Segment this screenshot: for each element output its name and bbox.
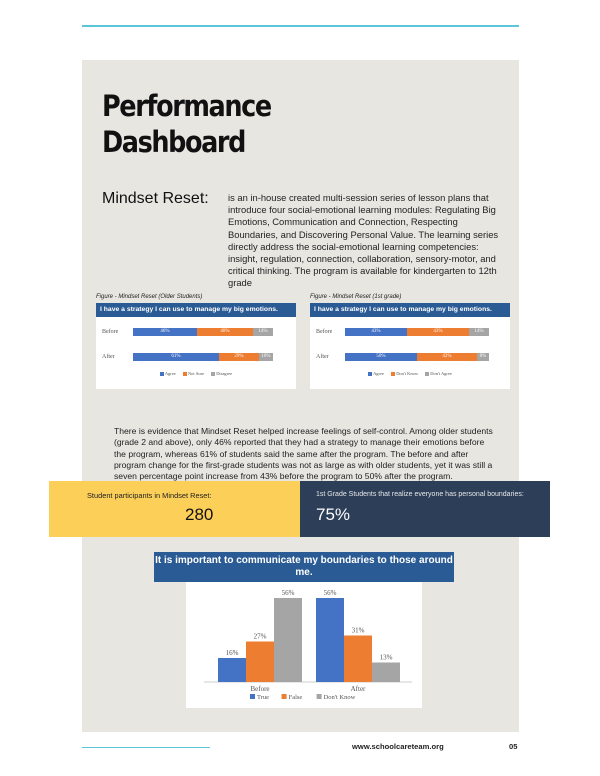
bar-segment-not-sure: 40% — [197, 328, 253, 336]
figure-legend — [310, 371, 510, 376]
bottom-rule — [82, 747, 210, 748]
chart-title: It is important to communicate my boundaries to those around me. — [154, 552, 454, 582]
bar-segment-dont-agree: 8% — [477, 353, 489, 361]
data-label: 16% — [225, 649, 239, 657]
data-label: 27% — [253, 632, 267, 641]
legend-dont-know: Don't Know — [396, 371, 419, 376]
row-label-before: Before — [102, 329, 119, 335]
figure-card — [310, 303, 510, 389]
section-label: Mindset Reset: — [102, 190, 209, 207]
figure-header: I have a strategy I can use to manage my big emotions. — [310, 303, 510, 317]
page-number: 05 — [509, 742, 518, 751]
row-label-before: Before — [316, 329, 333, 335]
category-label: After — [350, 685, 366, 693]
figure-legend — [96, 371, 296, 376]
bar-chart-svg — [186, 582, 422, 708]
figure-older-students — [96, 292, 296, 389]
top-rule — [82, 25, 519, 27]
boundaries-chart — [186, 582, 422, 708]
bar-segment-not-sure: 29% — [219, 353, 259, 361]
bar-false-before — [246, 642, 274, 683]
legend-agree: Agree — [164, 371, 176, 376]
data-label: 31% — [351, 626, 365, 635]
bar-segment-agree: 50% — [345, 353, 417, 361]
bar-segment-dont-know: 43% — [407, 328, 469, 336]
row-label-after: After — [102, 354, 115, 360]
data-label: 56% — [323, 589, 337, 597]
stat-card-participants — [49, 481, 300, 537]
legend-swatch — [282, 694, 287, 699]
bar-segment-disagree: 14% — [253, 328, 273, 336]
stat-value: 75% — [316, 505, 351, 524]
stat-value: 280 — [185, 505, 214, 524]
bar-segment-dont-agree: 14% — [469, 328, 489, 336]
bar-don-t-know-before — [274, 598, 302, 682]
legend-swatch — [250, 694, 255, 699]
legend-not-sure: Not Sure — [187, 371, 205, 376]
legend-swatch — [317, 694, 322, 699]
stat-card-boundaries — [300, 481, 550, 537]
figure-header: I have a strategy I can use to manage my big emotions. — [96, 303, 296, 317]
website-link[interactable]: www.schoolcareteam.org — [352, 742, 444, 751]
bar-segment-agree: 46% — [133, 328, 197, 336]
bar-true-before — [218, 658, 246, 682]
bar-segment-agree: 43% — [345, 328, 407, 336]
bar-don-t-know-after — [372, 663, 400, 683]
data-label: 56% — [281, 589, 295, 597]
bar-segment-disagree: 10% — [259, 353, 273, 361]
data-label: 13% — [379, 653, 393, 662]
legend-entry: True — [257, 694, 270, 701]
figure-first-grade — [310, 292, 510, 389]
bar-false-after — [344, 636, 372, 683]
stat-label: Student participants in Mindset Reset: — [87, 491, 212, 500]
legend-agree: Agree — [373, 371, 385, 376]
evidence-paragraph: There is evidence that Mindset Reset helped increase feelings of self-control. Among older students (grade 2 and above), only 46% reported that they had a strategy to manage their emotions before the program, whereas 61% of students said the same after the program. The before and after program change for the first-grade students was not as large as with older students, yet it was still a seven percentage point increase from 43% before the program to 50% after the program. — [114, 426, 493, 482]
legend-entry: False — [288, 694, 303, 701]
legend-dont-agree: Don't Agree — [430, 371, 452, 376]
legend-entry: Don't Know — [323, 694, 356, 701]
intro-paragraph: is an in-house created multi-session series of lesson plans that introduce four social-emotional learning modules: Regulating Big Emotions, Communication and Connection, Respecting Boundaries, and Discovering Personal Value. The learning series directly address the social-emotional learning competencies: insight, regulation, connection, collaboration, sensory-motor, and critical thinking. The program is available for kindergarten to 12th grade — [228, 192, 499, 289]
figure-caption: Figure - Mindset Reset (1st grade) — [310, 294, 402, 300]
bar-segment-agree: 61% — [133, 353, 219, 361]
page-title: Performance Dashboard — [102, 89, 271, 159]
legend-disagree: Disagree — [216, 371, 233, 376]
stat-label: 1st Grade Students that realize everyone has personal boundaries: — [316, 491, 524, 498]
category-label: Before — [250, 685, 270, 693]
row-label-after: After — [316, 354, 329, 360]
figure-caption: Figure - Mindset Reset (Older Students) — [96, 294, 203, 300]
bar-segment-dont-know: 42% — [417, 353, 477, 361]
bar-true-after — [316, 598, 344, 682]
figure-card — [96, 303, 296, 389]
